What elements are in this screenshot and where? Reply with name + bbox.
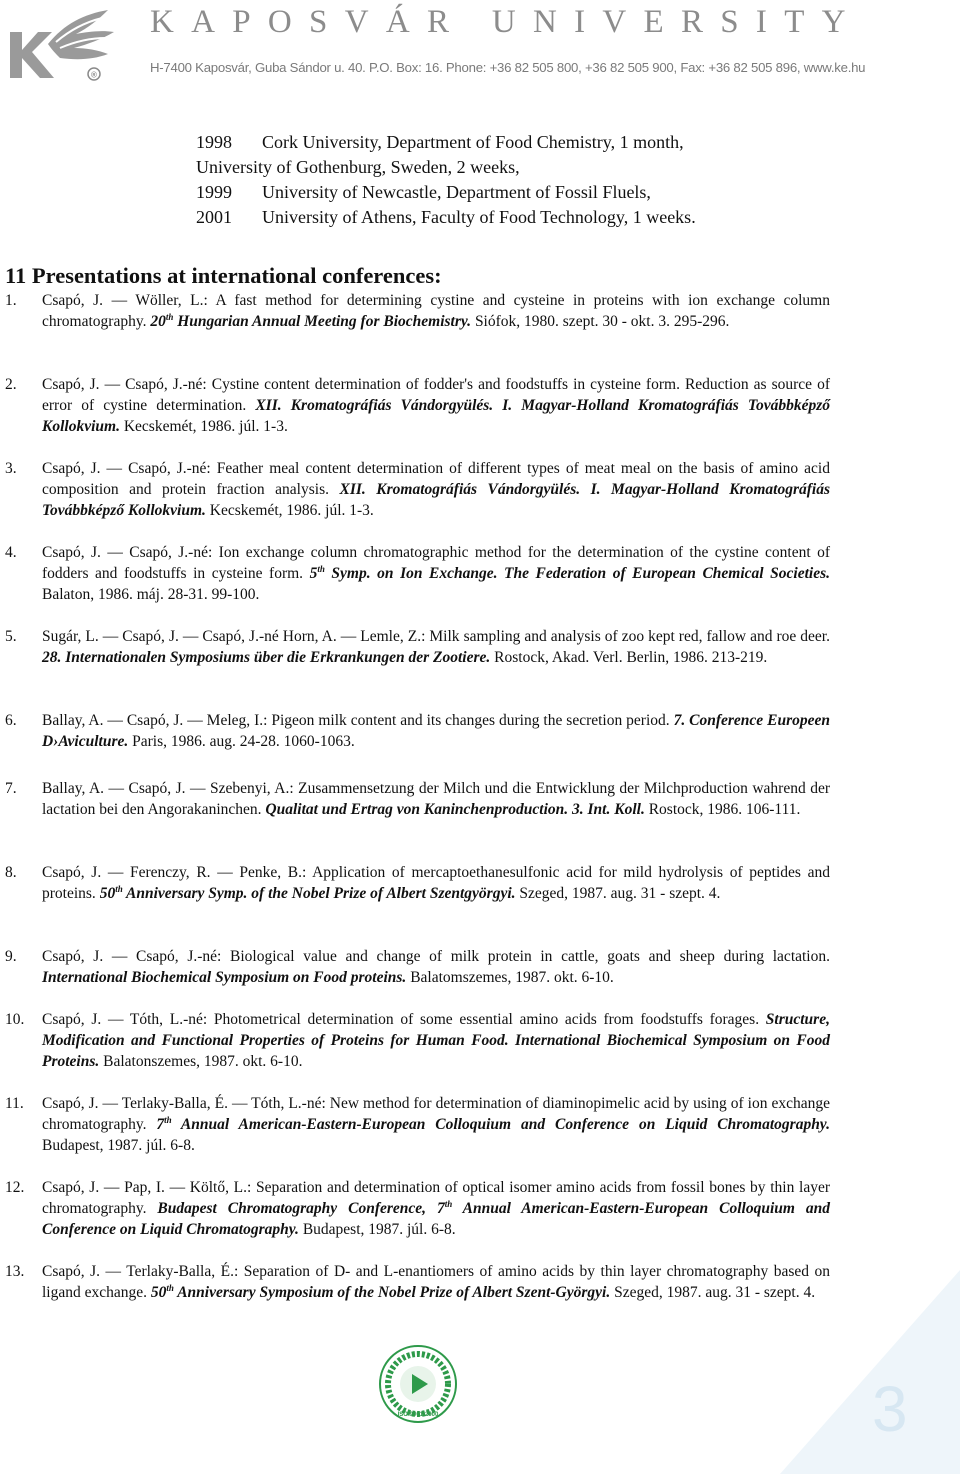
item-venue-cont: Symp. on Ion Exchange. The Federation of European Chemical Societies. <box>324 565 830 582</box>
item-number: 3. <box>5 460 17 477</box>
item-details: Budapest, 1987. júl. 6-8. <box>42 1137 195 1154</box>
item-venue: Structure, Modification and Functional Properties of Proteins for Human Food. International Biochemical Symposium on Food Proteins. <box>42 1011 830 1070</box>
item-authors: Ballay, A. — Csapó, J. — Meleg, I. <box>42 712 264 729</box>
item-details: Szeged, 1987. aug. 31 - szept. 4. <box>610 1284 816 1301</box>
item-details: Paris, 1986. aug. 24-28. 1060-1063. <box>128 733 355 750</box>
item-venue: 7. Conference Europeen D›Aviculture. <box>42 712 830 750</box>
item-venue: International Biochemical Symposium on Food proteins. <box>42 969 407 986</box>
item-details: Siófok, 1980. szept. 30 - okt. 3. 295-296. <box>471 313 730 330</box>
item-number: 4. <box>5 544 17 561</box>
item-title: : Biological value and change of milk protein in cattle, goats and sheep during lactation. <box>217 948 830 965</box>
item-venue: 5 <box>309 565 318 582</box>
item-venue: XII. Kromatográfiás Vándorgyülés. I. Magyar-Holland Kromatográfiás Továbbképző Kollokvium. <box>42 481 830 519</box>
item-title: : Zusammensetzung der Milch und die Entwicklung der Milchproduction wahrend der lactation bei den Angorakaninchen. <box>42 780 830 818</box>
seal-text: ISO 9001:2000 <box>397 1412 439 1418</box>
item-authors: Csapó, J. — Csapó, J.-né <box>42 460 207 477</box>
item-number: 9. <box>5 948 17 965</box>
item-venue-sup: th <box>164 1114 172 1125</box>
item-title: : Cystine content determination of fodder's and foodstuffs in cysteine form. Reduction as source of error of cystine determination. <box>42 376 830 414</box>
item-venue-cont: Anniversary Symposium of the Nobel Prize of Albert Szent-Györgyi. <box>173 1284 611 1301</box>
item-venue: Qualitat und Ertrag von Kaninchenproduction. 3. Int. Koll. <box>265 801 645 818</box>
registered-mark: ® <box>91 70 97 80</box>
item-details: Rostock, 1986. 106-111. <box>644 801 801 818</box>
item-details: Balatonszemes, 1987. okt. 6-10. <box>99 1053 303 1070</box>
item-authors: Csapó, J. — Wöller, L. <box>42 292 204 309</box>
item-title: : Milk sampling and analysis of zoo kept red, fallow and roe deer. <box>421 628 830 645</box>
item-authors: Ballay, A. — Csapó, J. — Szebenyi, A. <box>42 780 290 797</box>
item-venue: 20 <box>150 313 166 330</box>
university-address: H-7400 Kaposvár, Guba Sándor u. 40. P.O. Box: 16. Phone: +36 82 505 800, +36 82 505 900, Fax: +36 82 505 896, www.ke.hu <box>150 60 866 75</box>
item-authors: Csapó, J. — Csapó, J.-né <box>42 376 203 393</box>
item-number: 12. <box>5 1179 25 1196</box>
item-number: 8. <box>5 864 17 881</box>
item-number: 13. <box>5 1263 25 1280</box>
item-title: : Separation of D- and L-enantiomers of amino acids by thin layer chromatography based on ligand exchange. <box>42 1263 830 1301</box>
mobility-year: 1999 <box>196 182 232 202</box>
item-venue: 28. Internationalen Symposiums über die Erkrankungen der Zootiere. <box>42 649 491 666</box>
item-number: 10. <box>5 1011 25 1028</box>
university-name: KAPOSVÁR UNIVERSITY <box>150 4 863 40</box>
mobility-text: University of Newcastle, Department of Fossil Fluels, <box>262 182 651 202</box>
item-details: Szeged, 1987. aug. 31 - szept. 4. <box>515 885 721 902</box>
item-authors: Csapó, J. — Csapó, J.-né <box>42 544 208 561</box>
item-authors: Sugár, L. — Csapó, J. — Csapó, J.-né Horn, A. — Lemle, Z. <box>42 628 422 645</box>
item-authors: Csapó, J. — Pap, I. — Költő, L. <box>42 1179 248 1196</box>
item-title: : Photometrical determination of some essential amino acids from foodstuffs forages. <box>202 1011 766 1028</box>
item-title: : Pigeon milk content and its changes during the secretion period. <box>263 712 674 729</box>
item-title: : Application of mercaptoethanesulfonic acid for mild hydrolysis of peptides and proteins. <box>42 864 830 902</box>
item-number: 7. <box>5 780 17 797</box>
item-authors: Csapó, J. — Terlaky-Balla, É. <box>42 1263 234 1280</box>
item-number: 2. <box>5 376 17 393</box>
item-authors: Csapó, J. — Csapó, J.-né <box>42 948 218 965</box>
item-venue-cont: Anniversary Symp. of the Nobel Prize of Albert Szentgyörgyi. <box>122 885 516 902</box>
mobility-text: University of Gothenburg, Sweden, 2 weeks, <box>196 157 520 177</box>
item-venue-sup: th <box>444 1198 453 1209</box>
item-title: : A fast method for determining cystine and cysteine in proteins with ion exchange column chromatography. <box>42 292 830 330</box>
item-venue-sup: th <box>115 883 123 894</box>
item-title: : Feather meal content determination of different types of meat meal on the basis of amino acid composition and protein fraction analysis. <box>42 460 830 498</box>
item-venue-cont: Annual American-Eastern-European Colloquium and Conference on Liquid Chromatography. <box>42 1200 830 1238</box>
item-title: : New method for determination of diaminopimelic acid by using of ion exchange chromatography. <box>42 1095 830 1133</box>
mobility-text: University of Athens, Faculty of Food Technology, 1 weeks. <box>262 207 696 227</box>
item-title: : Ion exchange column chromatographic method for the determination of the cystine content of fodders and foodstuffs in cysteine form. <box>42 544 830 582</box>
item-details: Rostock, Akad. Verl. Berlin, 1986. 213-219. <box>490 649 768 666</box>
item-venue: 50 <box>150 1284 167 1301</box>
item-venue-sup: th <box>165 311 174 322</box>
item-details: Budapest, 1987. júl. 6-8. <box>298 1221 456 1238</box>
item-venue: Budapest Chromatography Conference, 7 <box>157 1200 445 1217</box>
mobility-year: 2001 <box>196 207 232 227</box>
item-number: 6. <box>5 712 17 729</box>
item-title: : Separation and determination of optical isomer amino acids from fossil bones by thin layer chromatography. <box>42 1179 830 1217</box>
item-authors: Csapó, J. — Terlaky-Balla, É. — Tóth, L.-né <box>42 1095 322 1112</box>
mobility-year: 1998 <box>196 132 232 152</box>
item-number: 5. <box>5 628 17 645</box>
page-number: 3 <box>872 1373 908 1445</box>
mobility-text: Cork University, Department of Food Chemistry, 1 month, <box>262 132 684 152</box>
item-details: Balatomszemes, 1987. okt. 6-10. <box>406 969 614 986</box>
item-number: 11. <box>5 1095 24 1112</box>
item-venue-sup: th <box>317 563 325 574</box>
item-venue: 7 <box>156 1116 165 1133</box>
item-details: Kecskemét, 1986. júl. 1-3. <box>205 502 374 519</box>
section-heading: 11 Presentations at international conferences: <box>5 263 442 288</box>
item-venue-sup: th <box>166 1282 174 1293</box>
item-authors: Csapó, J. — Tóth, L.-né <box>42 1011 203 1028</box>
item-venue: XII. Kromatográfiás Vándorgyülés. I. Magyar-Holland Kromatográfiás Továbbképző Kollokvium. <box>42 397 831 435</box>
item-venue-cont: Hungarian Annual Meeting for Biochemistry. <box>173 313 472 330</box>
item-venue-cont: Annual American-Eastern-European Colloquium and Conference on Liquid Chromatography. <box>171 1116 830 1133</box>
item-venue: 50 <box>99 885 116 902</box>
item-details: Kecskemét, 1986. júl. 1-3. <box>119 418 288 435</box>
item-authors: Csapó, J. — Ferenczy, R. — Penke, B. <box>42 864 302 881</box>
item-details: Balaton, 1986. máj. 28-31. 99-100. <box>42 586 260 603</box>
item-number: 1. <box>5 292 17 309</box>
